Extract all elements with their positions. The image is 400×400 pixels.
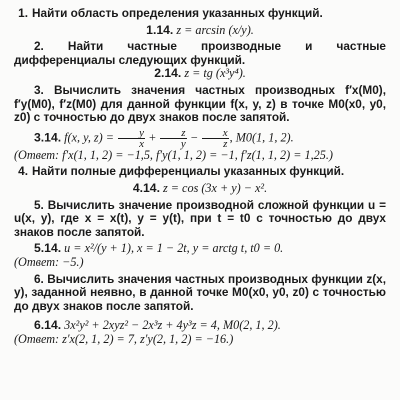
section-title: Найти область определения указанных функций. <box>32 6 323 20</box>
problem-formula: z = tg (x³y⁴). <box>184 66 246 81</box>
section-title: Найти полные дифференциалы указанных функций. <box>32 164 345 179</box>
problem-number: 5.14. <box>34 241 62 256</box>
problem-3-14-answer: (Ответ: f′x(1, 1, 2) = −1,5, f′y(1, 1, 2) = −1, f′z(1, 1, 2) = 1,25.) <box>14 147 333 162</box>
problem-number: 6.14. <box>34 318 62 333</box>
problem-number: 1.14. <box>146 22 174 37</box>
section-5-heading: 5. Вычислить значение производной сложной функции u = u(x, y), где x = x(t), y = y(t), при t = t0 с точностью до двух знаков после запятой. <box>14 197 386 239</box>
problem-number: 4.14. <box>132 180 160 195</box>
problem-1-14 <box>14 24 386 38</box>
problem-5-14 <box>14 242 386 256</box>
fraction-z-over-y: $\frac{z}{y}$ <box>160 128 187 149</box>
section-2-heading: 2. Найти частные производные и частные дифференциалы следующих функций. <box>14 39 386 67</box>
section-3-heading: 3. Вычислить значения частных производных f′x(M0), f′y(M0), f′z(M0) для данной функции f(x, y, z) в точке M0(x0, y0, z0) с точностью до двух знаков после запятой. <box>14 82 386 125</box>
problem-6-14 <box>14 319 386 333</box>
fraction-x-over-z: $\frac{x}{z}$ <box>202 128 229 149</box>
problem-4-14 <box>14 182 386 196</box>
point-m0: M0(1, 1, 2). <box>235 130 294 145</box>
problem-2-14 <box>14 67 386 81</box>
problem-number: 3.14. <box>34 130 62 145</box>
section-6-heading: 6. Вычислить значения частных производных функции z(x, y), заданной неявно, в данной точке M0(x0, y0, z0) с точностью до двух знаков после запятой. <box>14 271 386 313</box>
problem-5-14-answer: (Ответ: −5.) <box>14 254 84 269</box>
section-1-heading <box>14 7 386 21</box>
problem-formula: z = arcsin (x/y). <box>176 22 254 37</box>
function-lead: f(x, y, z) = <box>64 130 115 145</box>
problem-formula: 3x²y² + 2xyz² − 2x³z + 4y³z = 4, M0(2, 1, 2). <box>64 318 281 333</box>
problem-formula: u = x²/(y + 1), x = 1 − 2t, y = arctg t, t0 = 0. <box>64 241 284 256</box>
problem-3-14: 3.14. f(x, y, z) = $\frac{y}{x}$ + $\frac{z}{y}$ − $\frac{x}{z}$ , M0(1, 1, 2). <box>34 126 294 150</box>
problem-6-14-answer: (Ответ: z′x(2, 1, 2) = 7, z′y(2, 1, 2) = −16.) <box>14 331 234 346</box>
section-number: 4. <box>18 164 28 179</box>
problem-formula: z = cos (3x + y) − x². <box>163 180 268 195</box>
section-4-heading <box>14 165 386 179</box>
fraction-y-over-x: $\frac{y}{x}$ <box>118 128 145 149</box>
problem-number: 2.14. <box>154 66 182 81</box>
section-number: 1. <box>18 6 28 20</box>
